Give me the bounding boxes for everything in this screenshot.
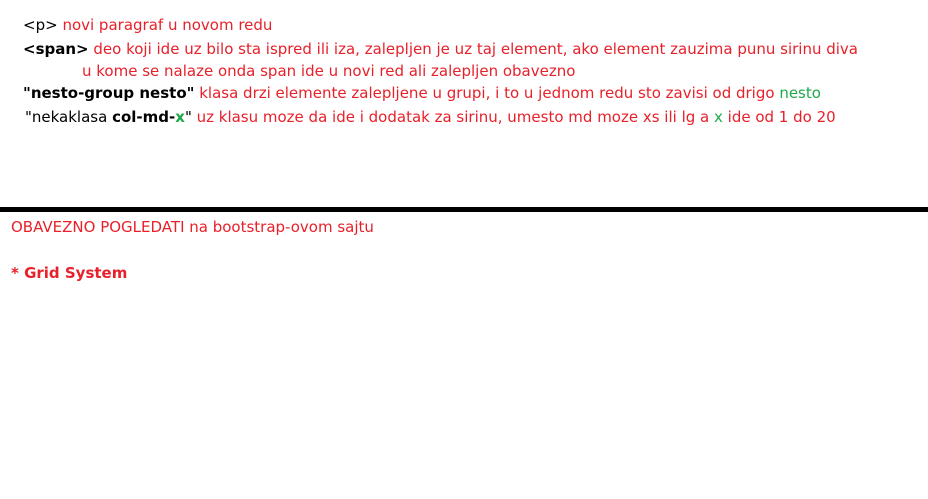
p-tag-label: <p> [23, 16, 58, 34]
group-class-description: klasa drzi elemente zalepljene u grupi, i to u jednom redu sto zavisi od drigo [194, 84, 780, 102]
note-span-line-continued [82, 60, 575, 82]
note-p-line [23, 14, 272, 36]
col-x-label: x [175, 108, 185, 126]
span-tag-label: <span> [23, 40, 89, 58]
col-class-description-end: ide od 1 do 20 [722, 108, 836, 126]
p-tag-description: novi paragraf u novom redu [57, 16, 273, 34]
group-class-label: "nesto-group nesto" [23, 84, 195, 102]
reminder-line [11, 216, 374, 238]
span-tag-description-continued: u kome se nalaze onda span ide u novi red ali zalepljen obavezno [82, 62, 576, 80]
note-span-line [23, 38, 858, 60]
col-class-description: uz klasu moze da ide i dodatak za sirinu, umesto md moze xs ili lg a [191, 108, 714, 126]
section-divider [0, 207, 928, 212]
topic-line [11, 262, 127, 284]
span-tag-description: deo koji ide uz bilo sta ispred ili iza, zalepljen je uz taj element, ako element zauzima punu sirinu diva [88, 40, 858, 58]
col-quote-close: " [184, 108, 192, 126]
col-class-label: col-md- [112, 108, 176, 126]
reminder-text: OBAVEZNO POGLEDATI na bootstrap-ovom sajtu [11, 218, 374, 236]
group-class-highlight: nesto [779, 84, 821, 102]
grid-system-topic: * Grid System [11, 264, 128, 282]
col-x-highlight: x [714, 108, 723, 126]
col-quote-open: "nekaklasa [25, 108, 113, 126]
note-col-line [25, 106, 836, 128]
note-group-line [23, 82, 821, 104]
